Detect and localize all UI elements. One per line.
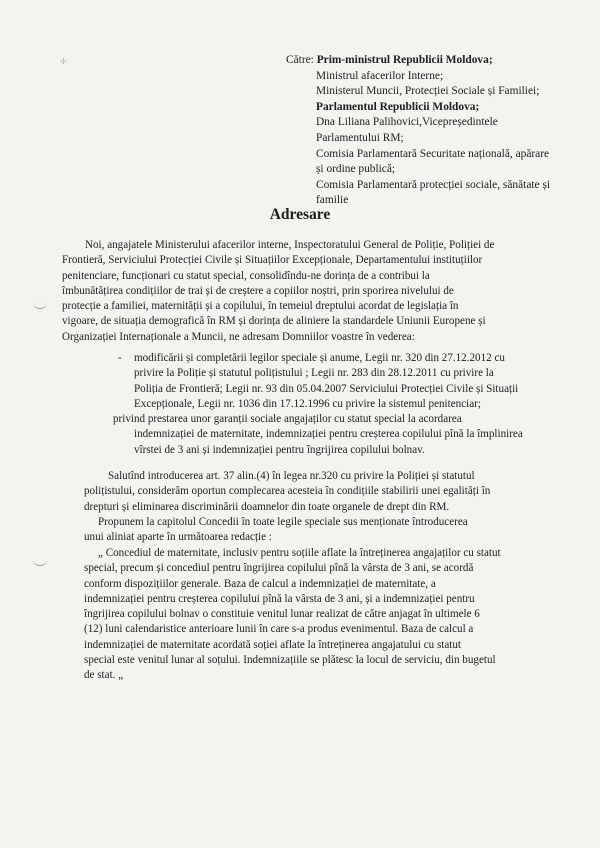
- text-line: indemnizației de maternitate, indemnizației pentru creșterea copilului pînă la împlinirea: [134, 428, 523, 441]
- punch-hole-mark: [33, 296, 47, 309]
- text-line: penitenciare, funcționari cu statut special, consolidîndu-ne dorința de a contribui la: [62, 269, 430, 282]
- punch-hole-mark: [33, 553, 47, 566]
- addressee-line: Comisia Parlamentară protecției sociale, sănătate și: [316, 178, 551, 191]
- text-line: privind prestarea unor garanții sociale angajaților cu statut special la acordarea: [113, 413, 462, 425]
- text-line: Organizației Internaționale a Muncii, ne adresam Domniilor voastre în vederea:: [62, 330, 415, 343]
- bullet-paragraph: [134, 351, 518, 412]
- addressee-line: Ministrul afacerilor Interne;: [316, 69, 444, 82]
- text-line: polițistului, considerăm oportun complecarea acesteia în condițiile stabilirii unei egalități în: [84, 485, 491, 498]
- text-line: special este venitul lunar al soțului. Indemnizațiile se plătesc la locul de serviciu, din bugetul: [84, 654, 496, 667]
- text-line: privire la Poliție și statutul polițistului ; Legii nr. 283 din 28.12.2011 cu privire la: [134, 367, 494, 380]
- addressee-line: Dna Liliana Palihovici,Vicepreședintele: [316, 116, 498, 129]
- bullet-continuation: [113, 412, 523, 458]
- bullet-dash: -: [118, 352, 122, 364]
- text-line: drepturi și eliminarea discriminării doamnelor din toate organele de drept din RM.: [84, 500, 450, 513]
- addressee-line: familie: [316, 194, 349, 207]
- text-line: îngrijirea copilului bolnav o constituie venitul lunar realizat de către anjagat în ultimele 6: [84, 608, 480, 621]
- text-line: protecție a familiei, maternității și a copilului, în temeiul dreptului acordat de legislația în: [62, 300, 459, 313]
- text-line: (12) luni calendaristice anterioare lunii în care s-a produs evenimentul. Baza de calcul a: [84, 623, 474, 636]
- quoted-paragraph: [84, 546, 501, 684]
- text-line: îmbunătățirea condițiilor de trai și de creștere a copiilor noștri, prin sporirea nivelului de: [62, 284, 454, 297]
- text-line: Noi, angajatele Ministerului afacerilor interne, Inspectoratului General de Poliție, Poliției de: [85, 239, 495, 251]
- text-line: Poliția de Frontieră; Legii nr. 93 din 05.04.2007 Serviciului Protecției Civile și Situații: [134, 382, 519, 395]
- text-line: special, precum și concediul pentru îngrijirea copilului pînă la vârsta de 3 ani, se acordă: [84, 562, 474, 575]
- addressee-line: și ordine publică;: [316, 163, 396, 176]
- text-line: vîrstei de 3 ani și indemnizației pentru îngrijirea copilului bolnav.: [134, 443, 425, 456]
- text-line: vigoare, de situația demografică în RM și dorința de aliniere la standardele Uniunii Europene și: [62, 315, 486, 328]
- addressee-line: Comisia Parlamentară Securitate națională, apărare: [316, 147, 550, 160]
- text-line: Propunem la capitolul Concedii în toate legile speciale sus menționate întroducerea: [98, 515, 468, 528]
- addressee-block: [286, 53, 586, 209]
- text-line: conform dispozițiilor generale. Baza de calcul a indemnizației de maternitate, a: [84, 577, 436, 590]
- intro-paragraph: [62, 238, 494, 345]
- addressee-line: Ministerul Muncii, Protecției Sociale și Familiei;: [316, 85, 540, 98]
- addressee-line: Parlamentul Republicii Moldova;: [316, 100, 480, 113]
- scan-mark: ✢: [60, 57, 67, 66]
- document-title: Adresare: [269, 206, 331, 223]
- addressee-line: Parlamentului RM;: [316, 131, 404, 144]
- salut-paragraph: [84, 469, 490, 545]
- text-line: Frontieră, Serviciului Protecției Civile și Situațiilor Excepționale, Departamentului instituțiilor: [62, 254, 483, 267]
- text-line: „ Concediul de maternitate, inclusiv pentru soțiile aflate la întreținerea angajaților cu statut: [98, 547, 501, 559]
- text-line: Excepționale, Legii nr. 1036 din 17.12.1996 cu privire la sistemul penitenciar;: [134, 397, 481, 410]
- text-line: unui aliniat aparte în următoarea redacție :: [84, 531, 272, 544]
- text-line: Salutînd introducerea art. 37 alin.(4) în legea nr.320 cu privire la Poliției și statutul: [108, 470, 475, 482]
- addressee-line: Către: Prim-ministrul Republicii Moldova;: [286, 54, 493, 66]
- text-line: de stat. „: [84, 669, 124, 682]
- text-line: indemnizației pentru creșterea copilului pînă la vârsta de 3 ani, și a indemnizației pentru: [84, 592, 475, 605]
- text-line: indemnizației de maternitate acordată soției aflate la întreținerea angajatului cu statut: [84, 638, 462, 651]
- text-line: modificării și completării legilor speciale și anume, Legii nr. 320 din 27.12.2012 cu: [134, 352, 505, 364]
